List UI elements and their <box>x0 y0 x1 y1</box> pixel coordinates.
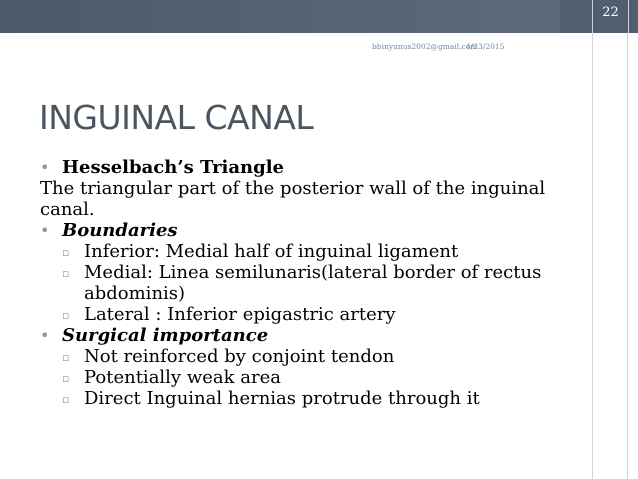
slide-title: INGUINAL CANAL <box>39 98 314 137</box>
sub-bullet-item <box>40 346 580 367</box>
bullet-item-boundaries <box>40 220 580 241</box>
top-bar-shade <box>0 0 560 33</box>
sub-bullet-item <box>40 262 580 304</box>
boundary-text: Inferior: Medial half of inguinal ligament <box>84 241 459 262</box>
top-bar <box>0 0 638 33</box>
sub-bullet-item <box>40 304 580 325</box>
bullet-item-importance <box>40 325 580 346</box>
importance-heading: Surgical importance <box>62 325 269 346</box>
slide-content <box>40 157 580 409</box>
square-bullet-icon: ▫ <box>62 309 70 322</box>
boundary-text: Medial: Linea semilunaris(lateral border of rectus abdominis) <box>84 262 542 304</box>
heading-text: Hesselbach’s Triangle <box>62 157 285 178</box>
round-bullet-icon: • <box>40 326 50 345</box>
vertical-guide-line-right <box>627 33 628 479</box>
square-bullet-icon: ▫ <box>62 372 70 385</box>
sub-bullet-item <box>40 241 580 262</box>
round-bullet-icon: • <box>40 221 50 240</box>
importance-text: Direct Inguinal hernias protrude through it <box>84 388 480 409</box>
square-bullet-icon: ▫ <box>62 351 70 364</box>
square-bullet-icon: ▫ <box>62 246 70 259</box>
square-bullet-icon: ▫ <box>62 393 70 406</box>
vertical-guide-line-left <box>592 33 593 479</box>
importance-text: Potentially weak area <box>84 367 281 388</box>
description-paragraph: The triangular part of the posterior wall of the inguinal canal. <box>40 178 546 220</box>
slide-number: 22 <box>592 0 629 33</box>
round-bullet-icon: • <box>40 158 50 177</box>
sub-bullet-item <box>40 388 580 409</box>
importance-text: Not reinforced by conjoint tendon <box>84 346 395 367</box>
boundary-text: Lateral : Inferior epigastric artery <box>84 304 396 325</box>
square-bullet-icon: ▫ <box>62 267 70 280</box>
sub-bullet-item <box>40 367 580 388</box>
footer-date: 4/23/2015 <box>466 42 505 51</box>
boundaries-heading: Boundaries <box>62 220 178 241</box>
bullet-item-heading <box>40 157 580 178</box>
footer-email: bbinyunus2002@gmail.com <box>372 42 478 51</box>
